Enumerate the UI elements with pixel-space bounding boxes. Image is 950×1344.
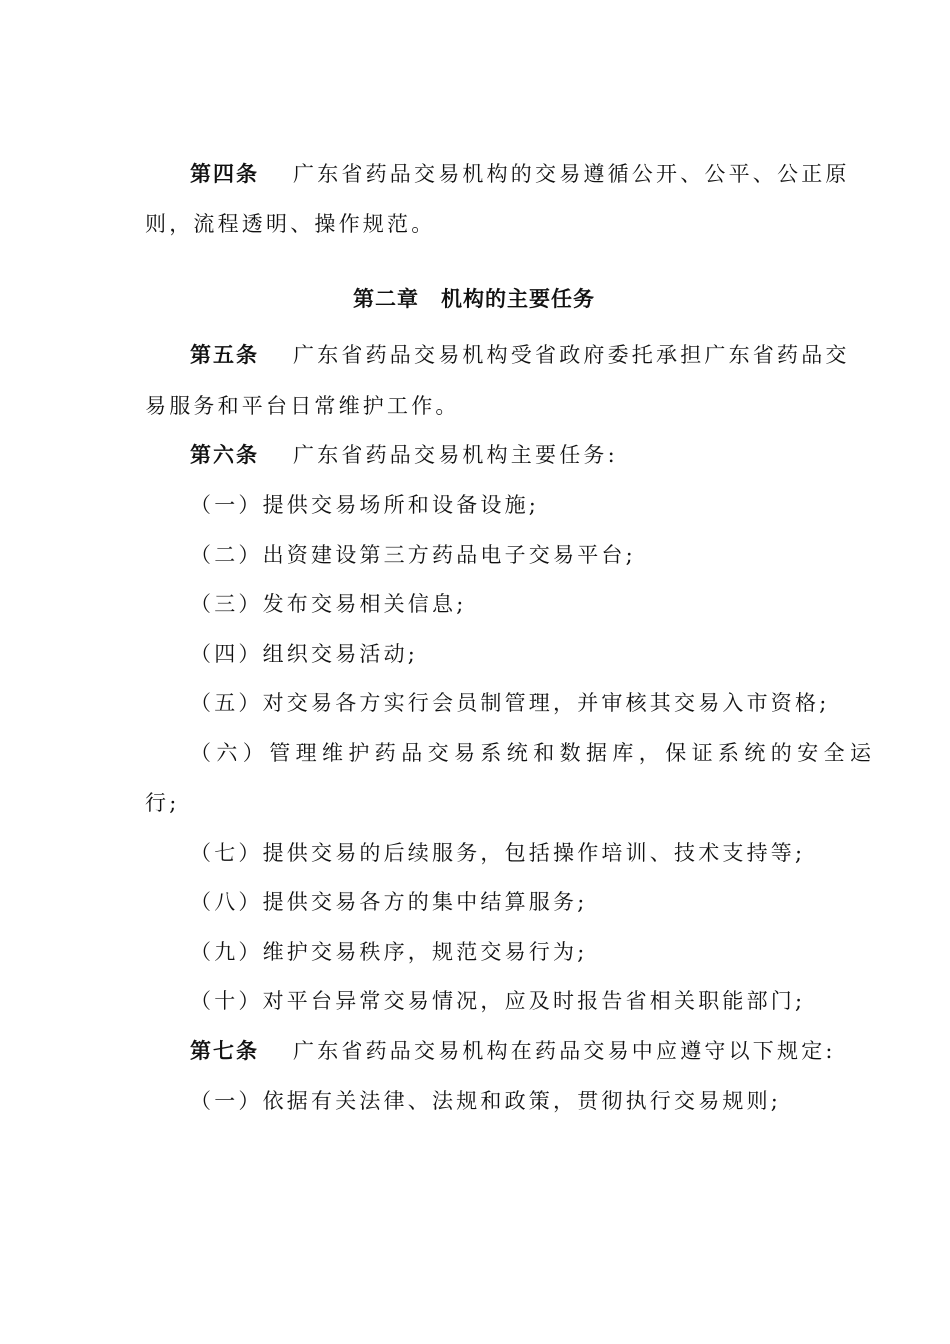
article-4-text: 广东省药品交易机构的交易遵循公开、公平、公正原 xyxy=(293,162,850,186)
article-5-label: 第五条 xyxy=(190,343,259,367)
chapter-heading xyxy=(353,284,595,314)
article-6-label: 第六条 xyxy=(190,443,259,467)
article-5-text: 广东省药品交易机构受省政府委托承担广东省药品交 xyxy=(293,343,850,367)
list-item: （七）提供交易的后续服务，包括操作培训、技术支持等; xyxy=(190,841,806,865)
list-item: （四）组织交易活动; xyxy=(190,642,419,666)
list-item: （九）维护交易秩序，规范交易行为; xyxy=(190,940,588,964)
article-4-line-1 xyxy=(190,159,850,189)
article-7-label: 第七条 xyxy=(190,1039,259,1063)
article-7-line-1 xyxy=(190,1036,836,1066)
chapter-number: 第二章 xyxy=(353,287,419,311)
list-item: （一）提供交易场所和设备设施; xyxy=(190,493,540,517)
article-5-text-continued: 易服务和平台日常维护工作。 xyxy=(145,394,460,418)
list-item: （二）出资建设第三方药品电子交易平台; xyxy=(190,543,636,567)
article-4-label: 第四条 xyxy=(190,162,259,186)
list-item: （六）管理维护药品交易系统和数据库，保证系统的安全运 xyxy=(190,741,877,765)
list-item: （八）提供交易各方的集中结算服务; xyxy=(190,890,588,914)
article-4-text-continued: 则，流程透明、操作规范。 xyxy=(145,212,436,236)
article-7-intro: 广东省药品交易机构在药品交易中应遵守以下规定: xyxy=(293,1039,836,1063)
article-5-line-2 xyxy=(145,391,460,421)
chapter-title: 机构的主要任务 xyxy=(441,287,595,311)
list-item: （三）发布交易相关信息; xyxy=(190,592,467,616)
article-6-intro: 广东省药品交易机构主要任务: xyxy=(293,443,618,467)
list-item: （五）对交易各方实行会员制管理，并审核其交易入市资格; xyxy=(190,691,830,715)
article-6-line-1 xyxy=(190,440,618,470)
article-5-line-1 xyxy=(190,340,850,370)
list-item: （一）依据有关法律、法规和政策，贯彻执行交易规则; xyxy=(190,1089,782,1113)
list-item: （十）对平台异常交易情况，应及时报告省相关职能部门; xyxy=(190,989,806,1013)
list-item-continued: 行; xyxy=(145,791,180,815)
article-4-line-2 xyxy=(145,209,435,239)
